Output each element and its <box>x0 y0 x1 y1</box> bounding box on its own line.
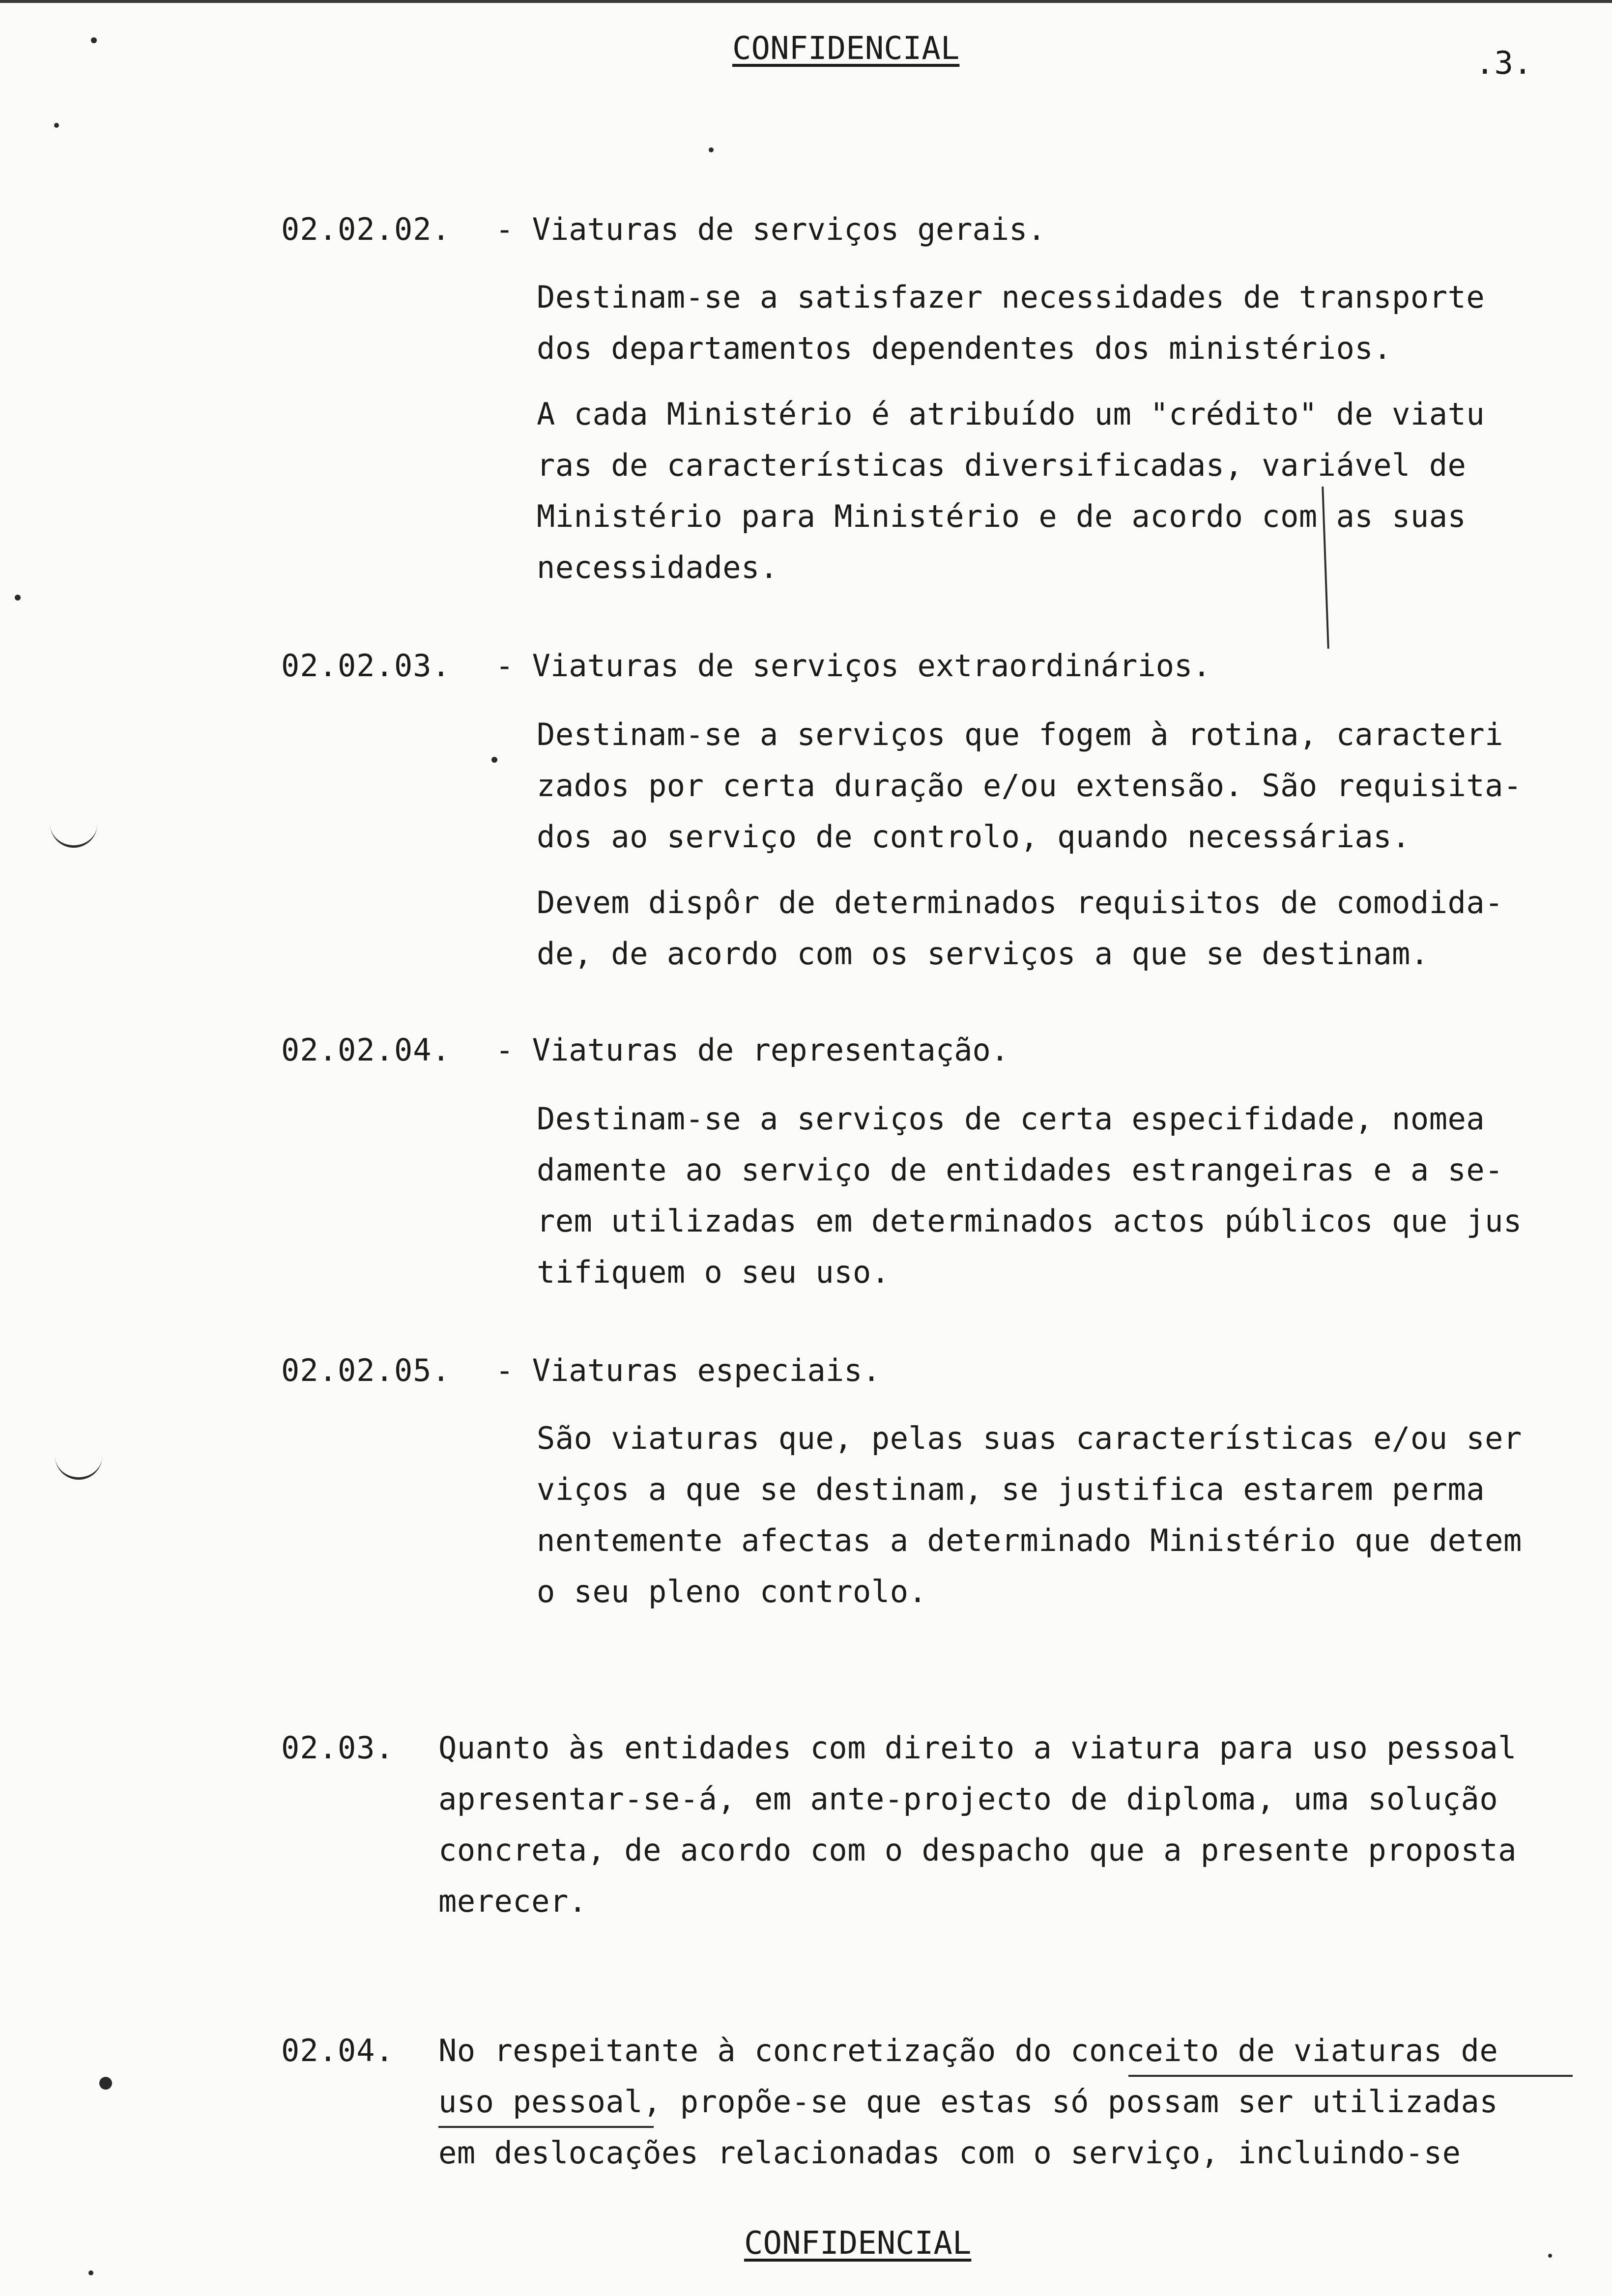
speck <box>99 2077 112 2090</box>
section-number: 02.03. <box>281 1730 394 1766</box>
section-number: 02.02.04. <box>281 1032 451 1068</box>
speck <box>491 757 497 763</box>
speck <box>91 37 97 43</box>
text-line: rem utilizadas em determinados actos públicos que jus <box>537 1203 1522 1239</box>
text-line: No respeitante à concretização do conceito de viaturas de <box>438 2033 1498 2068</box>
text-line: Devem dispôr de determinados requisitos de comodida- <box>537 885 1504 920</box>
section-title: - Viaturas de serviços gerais. <box>495 211 1046 247</box>
top-rule <box>0 0 1612 3</box>
section-number: 02.02.03. <box>281 648 451 684</box>
text-line: Ministério para Ministério e de acordo com as suas <box>537 498 1467 534</box>
text-line: uso pessoal, propõe-se que estas só possam ser utilizadas <box>438 2084 1498 2120</box>
text-line: merecer. <box>438 1883 587 1919</box>
punch-mark <box>50 816 97 848</box>
text-line: necessidades. <box>537 549 778 585</box>
text-line: Destinam-se a serviços que fogem à rotina, caracteri <box>537 717 1504 752</box>
text-line: concreta, de acordo com o despacho que a presente proposta <box>438 1832 1517 1868</box>
punch-mark <box>55 1450 102 1480</box>
text-line: São viaturas que, pelas suas características e/ou ser <box>537 1420 1522 1456</box>
text-line: em deslocações relacionadas com o serviço, incluindo-se <box>438 2135 1461 2171</box>
text-line: viços a que se destinam, se justifica estarem perma <box>537 1471 1485 1507</box>
text-line: damente ao serviço de entidades estrangeiras e a se- <box>537 1152 1504 1188</box>
section-number: 02.02.05. <box>281 1352 451 1388</box>
text-line: A cada Ministério é atribuído um "crédito" de viatu <box>537 396 1485 432</box>
section-number: 02.04. <box>281 2033 394 2068</box>
footer-title: CONFIDENCIAL <box>744 2225 972 2262</box>
text-line: ras de características diversificadas, variável de <box>537 447 1467 483</box>
text-line: tifiquem o seu uso. <box>537 1254 890 1290</box>
text-line: de, de acordo com os serviços a que se destinam. <box>537 936 1429 972</box>
underline-mark <box>1128 2075 1573 2077</box>
text-line: nentemente afectas a determinado Ministério que detem <box>537 1522 1522 1558</box>
speck <box>1548 2254 1552 2258</box>
text-line: dos departamentos dependentes dos ministérios. <box>537 330 1392 366</box>
text-line: zados por certa duração e/ou extensão. São requisita- <box>537 768 1522 804</box>
text-line: Quanto às entidades com direito a viatura para uso pessoal <box>438 1730 1517 1766</box>
speck <box>15 595 21 601</box>
header-title: CONFIDENCIAL <box>732 30 960 67</box>
text-line: Destinam-se a serviços de certa especifidade, nomea <box>537 1101 1485 1137</box>
underline-mark <box>438 2126 654 2128</box>
section-title: - Viaturas especiais. <box>495 1352 881 1388</box>
text-line: dos ao serviço de controlo, quando necessárias. <box>537 819 1410 855</box>
section-title: - Viaturas de serviços extraordinários. <box>495 648 1211 684</box>
page-number: .3. <box>1475 45 1532 82</box>
speck <box>88 2270 93 2275</box>
text-line: Destinam-se a satisfazer necessidades de transporte <box>537 279 1485 315</box>
text-line: apresentar-se-á, em ante-projecto de diploma, uma solução <box>438 1781 1498 1817</box>
section-title: - Viaturas de representação. <box>495 1032 1009 1068</box>
speck <box>709 147 714 152</box>
text-line: o seu pleno controlo. <box>537 1574 927 1609</box>
section-number: 02.02.02. <box>281 211 451 247</box>
speck <box>54 123 59 128</box>
